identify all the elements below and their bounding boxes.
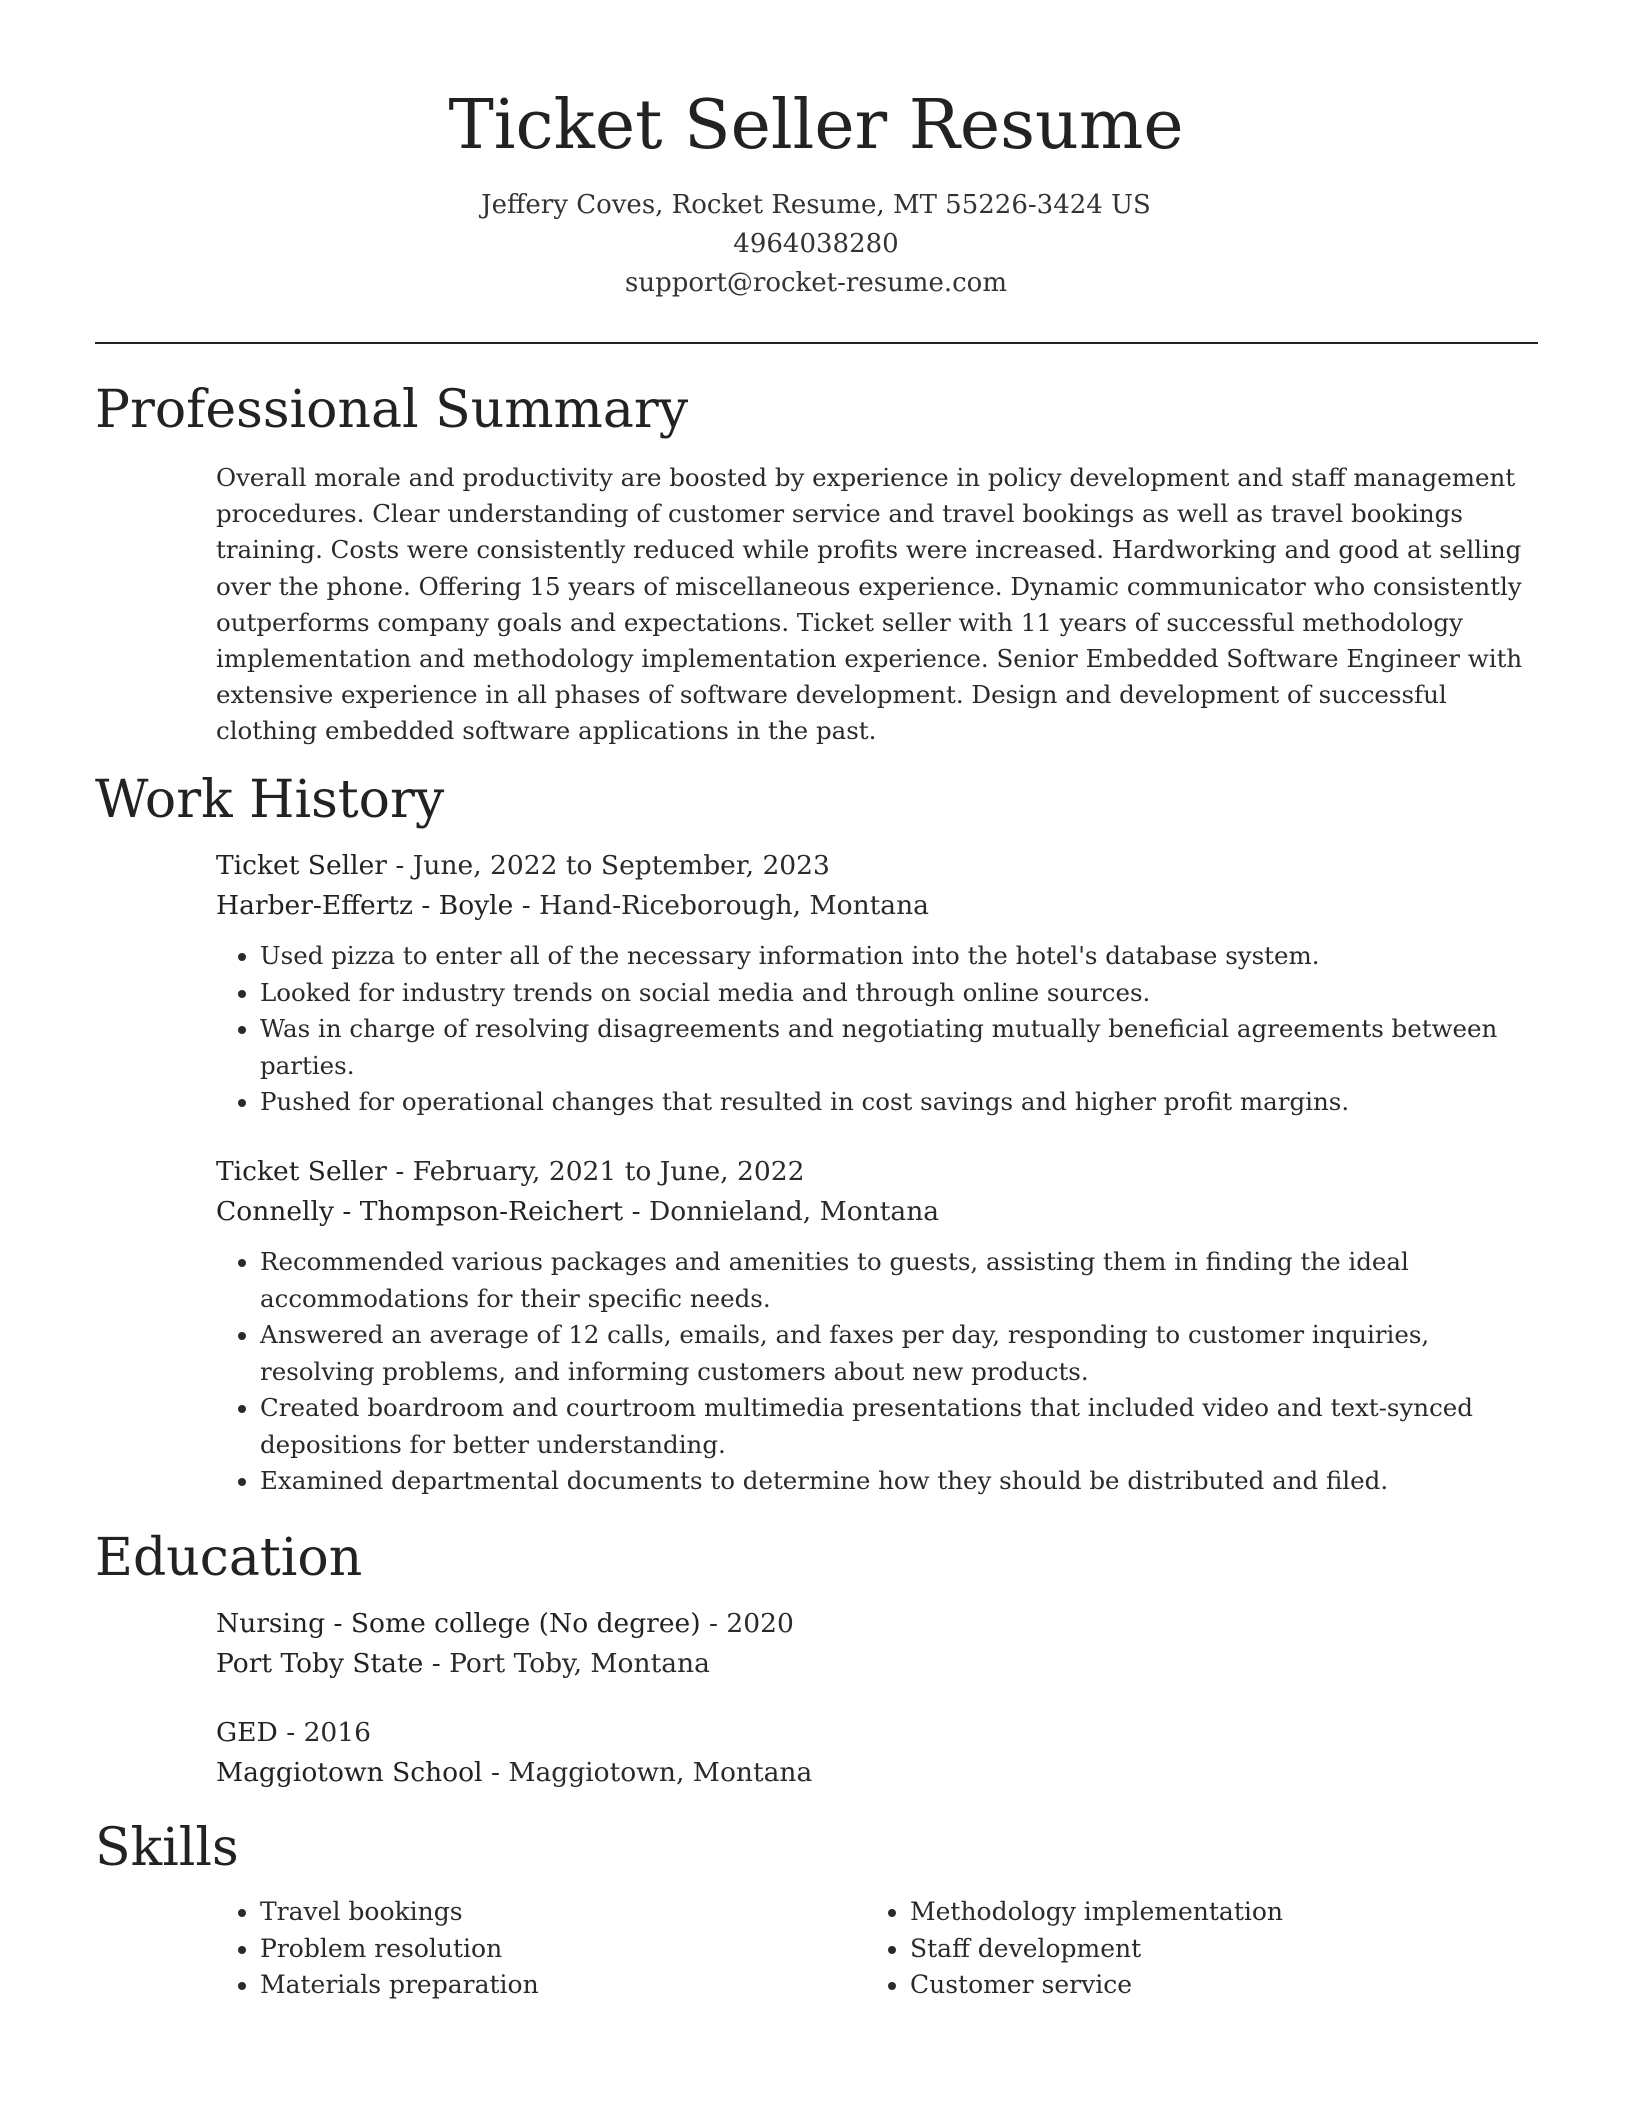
resume-title: Ticket Seller Resume <box>448 86 1184 165</box>
job-bullet: • Used pizza to enter all of the necessary information into the hotel's database system. <box>260 938 1536 975</box>
skills-column-right <box>866 1894 1516 2004</box>
job-bullets <box>216 938 1536 1121</box>
job-role: Ticket Seller <box>216 1156 387 1187</box>
resume-header <box>0 0 1632 303</box>
education-degree: GED <box>216 1717 278 1748</box>
skills-column-left <box>216 1894 866 2004</box>
job-location: - Donnieland, Montana <box>623 1196 940 1227</box>
job-title-line <box>216 1152 1536 1192</box>
job-company: Connelly - Thompson-Reichert <box>216 1196 624 1227</box>
job-entry <box>216 1152 1536 1500</box>
education-school: Maggiotown School <box>216 1757 483 1788</box>
education-entry <box>216 1604 1536 1684</box>
job-entry <box>216 846 1536 1121</box>
job-bullet: • Pushed for operational changes that resulted in cost savings and higher profit margins. <box>260 1084 1536 1121</box>
job-dates: - June, 2022 to September, 2023 <box>386 850 830 881</box>
section-title-work: Work History <box>95 770 445 830</box>
job-location: - Hand-Riceborough, Montana <box>513 890 929 921</box>
education-degree-line <box>216 1713 1536 1753</box>
education-year: - 2016 <box>277 1717 372 1748</box>
summary-text: Overall morale and productivity are boosted by experience in policy development and staff management procedures. Clear understanding of customer service and travel bookings as well as travel bookings training. Costs were consistently reduced while profits were increased. Hardworking and good at selling over the phone. Offering 15 years of miscellaneous experience. Dynamic communicator who consistently outperforms company goals and expectations. Ticket seller with 11 years of successful methodology implementation and methodology implementation experience. Senior Embedded Software Engineer with extensive experience in all phases of software development. Design and development of successful clothing embedded software applications in the past. <box>216 463 1523 746</box>
job-bullet: • Answered an average of 12 calls, emails, and faxes per day, responding to customer inquiries, resolving problems, and informing customers about new products. <box>260 1317 1536 1390</box>
job-company-line <box>216 886 1536 926</box>
job-bullets <box>216 1244 1536 1500</box>
contact-address: Jeffery Coves, Rocket Resume, MT 55226-3424 US <box>481 190 1151 220</box>
job-role: Ticket Seller <box>216 850 387 881</box>
skill-item: • Methodology implementation <box>910 1894 1516 1931</box>
section-title-summary: Professional Summary <box>95 380 689 440</box>
education-location: - Port Toby, Montana <box>423 1648 710 1679</box>
education-degree-line <box>216 1604 1536 1644</box>
skill-item: • Materials preparation <box>260 1967 866 2004</box>
education-school: Port Toby State <box>216 1648 424 1679</box>
contact-phone: 4964038280 <box>733 229 899 259</box>
job-dates: - February, 2021 to June, 2022 <box>386 1156 805 1187</box>
job-company-line <box>216 1192 1536 1232</box>
skills-list <box>216 1894 1536 2004</box>
job-bullet: • Looked for industry trends on social media and through online sources. <box>260 975 1536 1012</box>
education-school-line <box>216 1644 1536 1684</box>
job-company: Harber-Effertz - Boyle <box>216 890 514 921</box>
education-degree: Nursing - Some college (No degree) <box>216 1608 701 1639</box>
job-bullet: • Examined departmental documents to determine how they should be distributed and filed. <box>260 1463 1536 1500</box>
education-entry <box>216 1713 1536 1793</box>
job-title-line <box>216 846 1536 886</box>
job-bullet: • Created boardroom and courtroom multimedia presentations that included video and text-synced depositions for better understanding. <box>260 1390 1536 1463</box>
education-year: - 2020 <box>700 1608 794 1639</box>
section-title-skills: Skills <box>95 1818 239 1878</box>
contact-email: support@rocket-resume.com <box>624 268 1007 298</box>
job-bullet: • Recommended various packages and amenities to guests, assisting them in finding the ideal accommodations for their specific needs. <box>260 1244 1536 1317</box>
skill-item: • Problem resolution <box>260 1931 866 1968</box>
education-school-line <box>216 1753 1536 1793</box>
skill-item: • Customer service <box>910 1967 1516 2004</box>
header-divider <box>95 342 1538 344</box>
section-title-education: Education <box>95 1528 363 1588</box>
contact-block <box>0 186 1632 303</box>
education-location: - Maggiotown, Montana <box>482 1757 813 1788</box>
skill-item: • Staff development <box>910 1931 1516 1968</box>
job-bullet: • Was in charge of resolving disagreements and negotiating mutually beneficial agreements between parties. <box>260 1011 1536 1084</box>
skill-item: • Travel bookings <box>260 1894 866 1931</box>
